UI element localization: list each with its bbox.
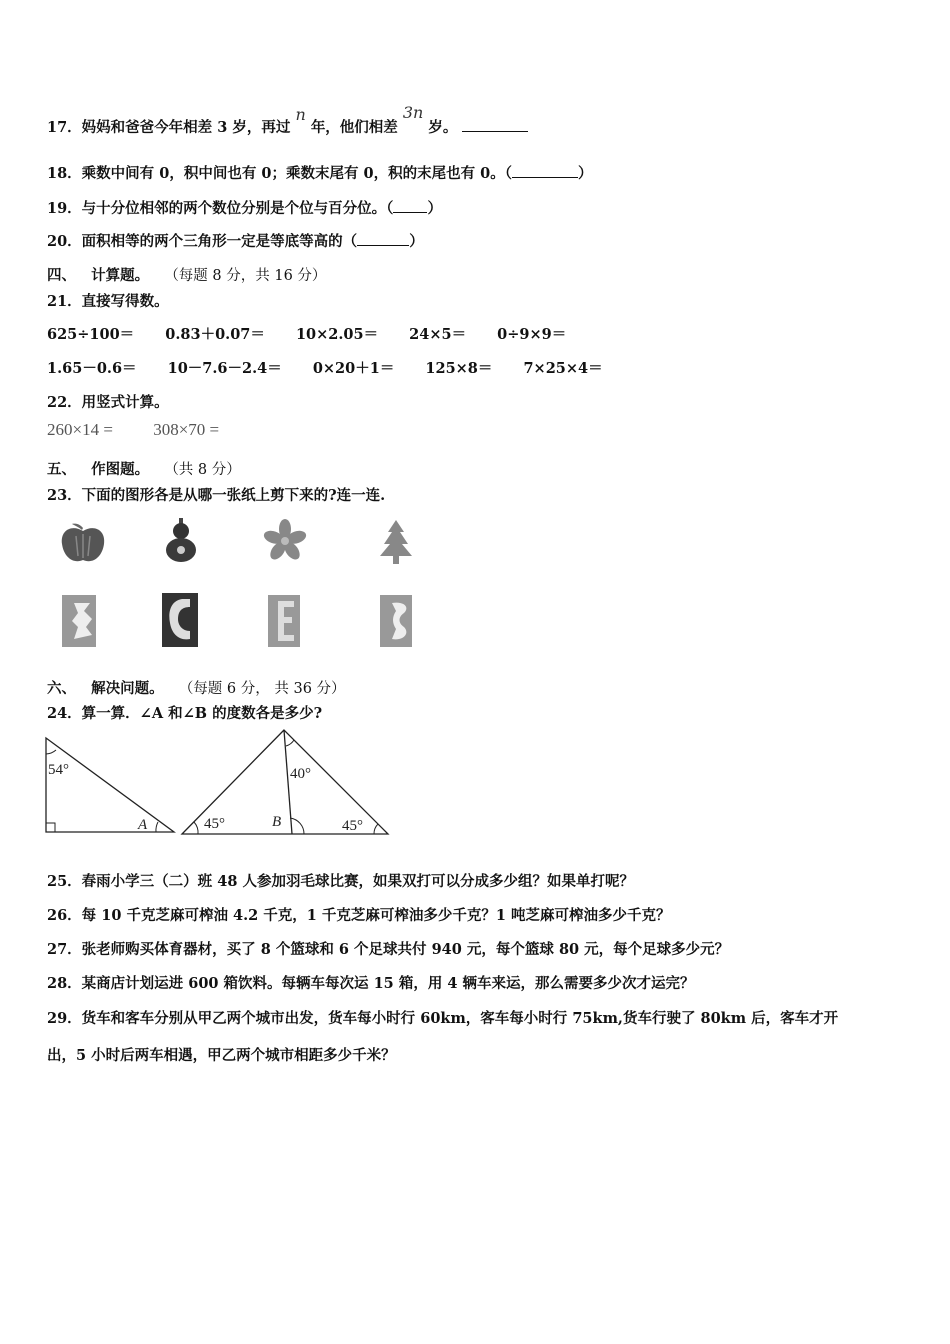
calc-item: 125×8＝ [425, 360, 493, 377]
calc-row-2 [47, 357, 629, 378]
question-19: 19．与十分位相邻的两个数位分别是个位与百分位。（ ） [47, 200, 442, 217]
question-23: 23．下面的图形各是从哪一张纸上剪下来的?连一连. [47, 487, 386, 504]
vertical-item: 260×14 = [47, 420, 113, 439]
question-17: 17．妈妈和爸爸今年相差 3 岁，再过 n 年，他们相差 3n 岁。 [47, 116, 528, 137]
paper-cut-1-icon [60, 593, 100, 649]
answer-blank[interactable] [512, 165, 578, 178]
calc-item: 10－7.6－2.4＝ [167, 360, 282, 377]
question-18: 18．乘数中间有 0，积中间也有 0；乘数末尾有 0，积的末尾也有 0。（ ） [47, 165, 593, 182]
calc-item: 0.83＋0.07＝ [165, 326, 265, 343]
question-22: 22．用竖式计算。 [47, 394, 169, 411]
section-4-heading: 四、 计算题。 （每题 8 分，共 16 分） [47, 267, 327, 284]
angle-45-right-label: 45° [342, 818, 363, 834]
question-26: 26．每 10 千克芝麻可榨油 4.2 千克，1 千克芝麻可榨油多少千克？1 吨芝麻可榨油多少千克？ [47, 907, 671, 924]
answer-blank[interactable] [393, 200, 427, 213]
calc-item: 10×2.05＝ [295, 326, 379, 343]
angle-40-label: 40° [290, 766, 311, 782]
triangle-2-diagram [178, 726, 394, 838]
variable-3n: 3n [402, 103, 424, 122]
question-25: 25．春雨小学三（二）班 48 人参加羽毛球比赛，如果双打可以分成多少组？如果单打呢？ [47, 873, 634, 890]
question-24: 24．算一算．∠A 和∠B 的度数各是多少? [47, 705, 323, 722]
angle-a-label: A [138, 817, 148, 833]
angle-54-label: 54° [48, 762, 69, 778]
question-29-line-1: 29．货车和客车分别从甲乙两个城市出发，货车每小时行 60km，客车每小时行 75km,货车行驶了 80km 后，客车才开 [47, 1010, 839, 1027]
calc-item: 7×25×4＝ [523, 360, 603, 377]
tree-shape-icon [376, 518, 416, 566]
question-29-line-2: 出，5 小时后两车相遇，甲乙两个城市相距多少千米？ [47, 1047, 396, 1064]
answer-blank[interactable] [357, 233, 409, 246]
flower-shape-icon [262, 518, 308, 564]
calc-item: 1.65－0.6＝ [47, 360, 137, 377]
question-27: 27．张老师购买体育器材，买了 8 个篮球和 6 个足球共付 940 元，每个篮球 80 元，每个足球多少元？ [47, 941, 730, 958]
calc-item: 24×5＝ [409, 326, 467, 343]
section-6-heading: 六、 解决问题。 （每题 6 分， 共 36 分） [47, 680, 346, 697]
calc-item: 625÷100＝ [47, 326, 135, 343]
angle-b-label: B [272, 814, 282, 830]
vertical-calc [47, 420, 255, 440]
paper-cut-3-icon [266, 593, 304, 649]
variable-n: n [295, 105, 306, 124]
angle-45-left-label: 45° [204, 816, 225, 832]
answer-blank[interactable] [462, 119, 528, 132]
gourd-shape-icon [160, 516, 202, 566]
paper-cut-2-icon [160, 591, 200, 649]
apple-shape-icon [58, 520, 108, 566]
paper-cut-4-icon [378, 593, 416, 649]
vertical-item: 308×70 = [153, 420, 220, 439]
calc-item: 0×20＋1＝ [312, 360, 395, 377]
question-28: 28．某商店计划运进 600 箱饮料。每辆车每次运 15 箱，用 4 辆车来运，那么需要多少次才运完？ [47, 975, 695, 992]
calc-row-1 [47, 323, 592, 344]
question-20: 20．面积相等的两个三角形一定是等底等高的（ ） [47, 233, 424, 250]
section-5-heading: 五、 作图题。 （共 8 分） [47, 461, 241, 478]
question-21: 21．直接写得数。 [47, 293, 169, 310]
triangle-1-diagram [40, 732, 180, 836]
calc-item: 0÷9×9＝ [497, 326, 567, 343]
